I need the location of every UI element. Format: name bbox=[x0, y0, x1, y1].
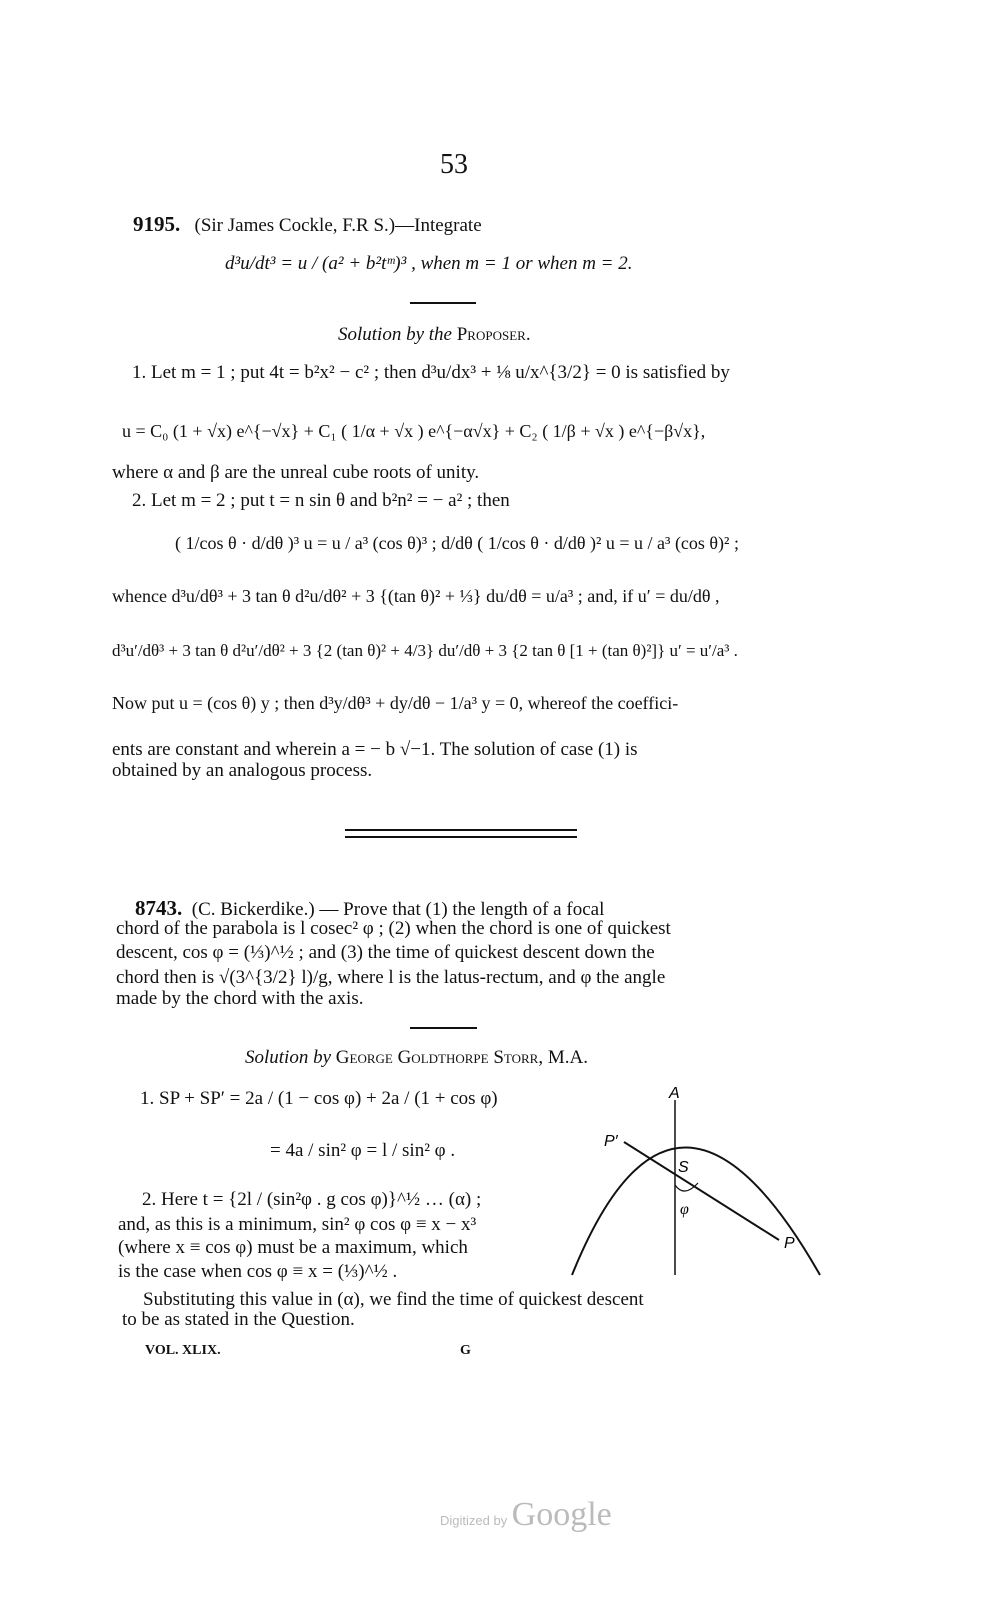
section-divider-bottom bbox=[345, 836, 577, 838]
solution-line: 1. SP + SP′ = 2a / (1 − cos φ) + 2a / (1 + cos φ) bbox=[140, 1088, 498, 1109]
google-logo: Google bbox=[511, 1496, 612, 1533]
parabola-figure bbox=[560, 1080, 830, 1285]
solution-line: whence d³u/dθ³ + 3 tan θ d²u/dθ² + 3 {(tan θ)² + ⅓} du/dθ = u/a³ ; and, if u′ = du/dθ , bbox=[112, 586, 720, 606]
question-header: (Sir James Cockle, F.R S.)—Integrate bbox=[194, 215, 482, 236]
question-9195-header bbox=[133, 213, 482, 237]
watermark-prefix: Digitized by bbox=[440, 1513, 508, 1528]
question-equation: d³u/dt³ = u / (a² + b²tᵐ)³ , when m = 1 or when m = 2. bbox=[225, 253, 633, 274]
solution-line: d³u′/dθ³ + 3 tan θ d²u′/dθ² + 3 {2 (tan θ)² + 4/3} du′/dθ + 3 {2 tan θ [1 + (tan θ)²]} u′ = u′/a³ . bbox=[112, 641, 738, 660]
solution-line: and, as this is a minimum, sin² φ cos φ ≡ x − x³ bbox=[118, 1214, 477, 1235]
angle-arc bbox=[675, 1183, 698, 1191]
solution-line: 2. Here t = {2l / (sin²φ . g cos φ)}^½ … (α) ; bbox=[142, 1189, 482, 1210]
solution-line: to be as stated in the Question. bbox=[122, 1309, 355, 1330]
solution-line: 2. Let m = 2 ; put t = n sin θ and b²n² = − a² ; then bbox=[132, 490, 510, 511]
question-text: descent, cos φ = (⅓)^½ ; and (3) the time of quickest descent down the bbox=[116, 942, 655, 963]
question-number: 9195. bbox=[133, 212, 181, 236]
solution-line: = 4a / sin² φ = l / sin² φ . bbox=[270, 1140, 456, 1161]
solution-line: Now put u = (cos θ) y ; then d³y/dθ³ + dy/dθ − 1/a³ y = 0, whereof the coeffici- bbox=[112, 693, 679, 713]
question-text: chord of the parabola is l cosec² φ ; (2) when the chord is one of quickest bbox=[116, 918, 671, 939]
section-divider-top bbox=[345, 829, 577, 831]
solution-line: 1. Let m = 1 ; put 4t = b²x² − c² ; then d³u/dx³ + ⅛ u/x^{3/2} = 0 is satisfied by bbox=[132, 362, 730, 383]
volume-footer: VOL. XLIX. bbox=[145, 1343, 221, 1358]
signature-mark: G bbox=[460, 1343, 471, 1358]
solution-label: Solution by bbox=[245, 1047, 332, 1068]
solution-line: Substituting this value in (α), we find the time of quickest descent bbox=[143, 1289, 644, 1310]
question-number: 8743. bbox=[135, 896, 183, 920]
question-text: (C. Bickerdike.) — Prove that (1) the length of a focal bbox=[191, 899, 605, 920]
solution-label: Solution by the bbox=[338, 324, 452, 345]
solution-author: George Goldthorpe Storr, M.A. bbox=[335, 1047, 588, 1068]
divider bbox=[410, 1027, 477, 1029]
page-number: 53 bbox=[440, 149, 468, 180]
solution-line: u = C₀ (1 + √x) e^{−√x} + C₁ ( 1/α + √x ) e^{−α√x} + C₂ ( 1/β + √x ) e^{−β√x}, bbox=[122, 421, 706, 441]
solution-line: ( 1/cos θ · d/dθ )³ u = u / a³ (cos θ)³ ; d/dθ ( 1/cos θ · d/dθ )² u = u / a³ (cos θ)² ; bbox=[175, 533, 739, 553]
solution-line: ents are constant and wherein a = − b √−1. The solution of case (1) is bbox=[112, 739, 638, 760]
solution-line: obtained by an analogous process. bbox=[112, 760, 373, 781]
parabola-curve bbox=[572, 1148, 820, 1276]
label-A: A bbox=[669, 1085, 680, 1102]
divider bbox=[410, 302, 476, 304]
google-watermark bbox=[440, 1496, 612, 1534]
label-P-prime: P′ bbox=[604, 1133, 618, 1150]
solution-line: is the case when cos φ ≡ x = (⅓)^½ . bbox=[118, 1261, 398, 1282]
question-text: made by the chord with the axis. bbox=[116, 988, 364, 1009]
question-text: chord then is √(3^{3/2} l)/g, where l is the latus-rectum, and φ the angle bbox=[116, 967, 666, 988]
label-phi: φ bbox=[680, 1201, 689, 1218]
solution-line: where α and β are the unreal cube roots of unity. bbox=[112, 462, 480, 483]
focal-chord bbox=[624, 1142, 779, 1240]
label-P: P bbox=[784, 1235, 795, 1252]
solution-line: (where x ≡ cos φ) must be a maximum, which bbox=[118, 1237, 468, 1258]
solution-author: Proposer. bbox=[456, 324, 531, 345]
solution-heading bbox=[338, 324, 531, 346]
label-S: S bbox=[678, 1159, 689, 1176]
solution-heading bbox=[245, 1047, 588, 1069]
